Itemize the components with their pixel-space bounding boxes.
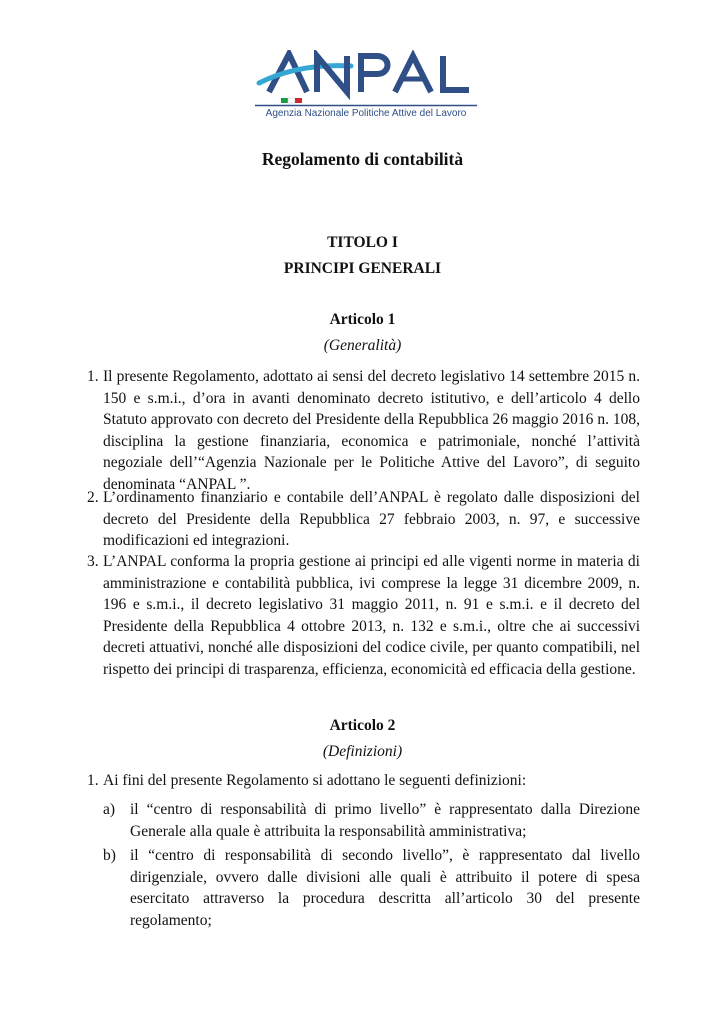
subitem-text: il “centro di responsabilità di primo livello” è rappresentato dalla Direzione Generale alla quale è attribuita la responsabilità amministrativa;: [130, 801, 640, 840]
logo-subtitle: Agenzia Nazionale Politiche Attive del Lavoro: [265, 108, 467, 119]
item-text: Il presente Regolamento, adottato ai sensi del decreto legislativo 14 settembre 2015 n. 150 e s.m.i., d’ora in avanti denominato decreto istitutivo, e dell’articolo 4 dello Statuto approvato con decreto del Presidente della Repubblica 26 maggio 2016 n. 108, disciplina la gestione finanziaria, economica e patrimoniale, nonché l’attività negoziale dell’“Agenzia Nazionale per le Politiche Attive del Lavoro”, di seguito denominata “ANPAL ”.: [103, 368, 640, 493]
document-title: Regolamento di contabilità: [261, 149, 464, 169]
item-number: 1.: [87, 772, 99, 789]
item-text: L’ordinamento finanziario e contabile dell’ANPAL è regolato dalle disposizioni del decreto del Presidente della Repubblica 27 febbraio 2003, n. 97, e successive modificazioni ed integrazioni.: [103, 489, 640, 549]
item-text: Ai fini del presente Regolamento si adottano le seguenti definizioni:: [103, 772, 527, 789]
titolo-number: TITOLO I: [327, 234, 398, 251]
item-number: 2.: [87, 489, 99, 506]
article-2-subtitle: (Definizioni): [322, 743, 403, 760]
subitem-letter: b): [103, 847, 116, 864]
subitem-letter: a): [103, 801, 116, 818]
item-number: 1.: [87, 368, 99, 385]
article-1-heading: Articolo 1: [329, 311, 396, 328]
titolo-name: PRINCIPI GENERALI: [283, 260, 442, 277]
subitem-text: il “centro di responsabilità di secondo livello”, è rappresentato dal livello dirigenziale, ovvero dalle divisioni alle quali è attribuito il potere di spesa esercitato attraverso la procedura descritta all’articolo 30 del presente regolamento;: [130, 847, 640, 929]
item-number: 3.: [87, 553, 99, 570]
article-1-subtitle: (Generalità): [323, 337, 402, 354]
article-2-heading: Articolo 2: [329, 717, 396, 734]
item-text: L’ANPAL conforma la propria gestione ai principi ed alle vigenti norme in materia di amministrazione e contabilità pubblica, ivi comprese la legge 31 dicembre 2009, n. 196 e s.m.i., il decreto legislativo 31 maggio 2011, n. 91 e s.m.i. e il decreto del Presidente della Repubblica 4 ottobre 2013, n. 132 e s.m.i., oltre che ai successivi decreti attuativi, nonché alle disposizioni del codice civile, per quanto compatibili, nel rispetto dei principi di trasparenza, efficienza, economicità ed efficacia della gestione.: [103, 553, 640, 678]
anpal-logo: [255, 50, 477, 125]
